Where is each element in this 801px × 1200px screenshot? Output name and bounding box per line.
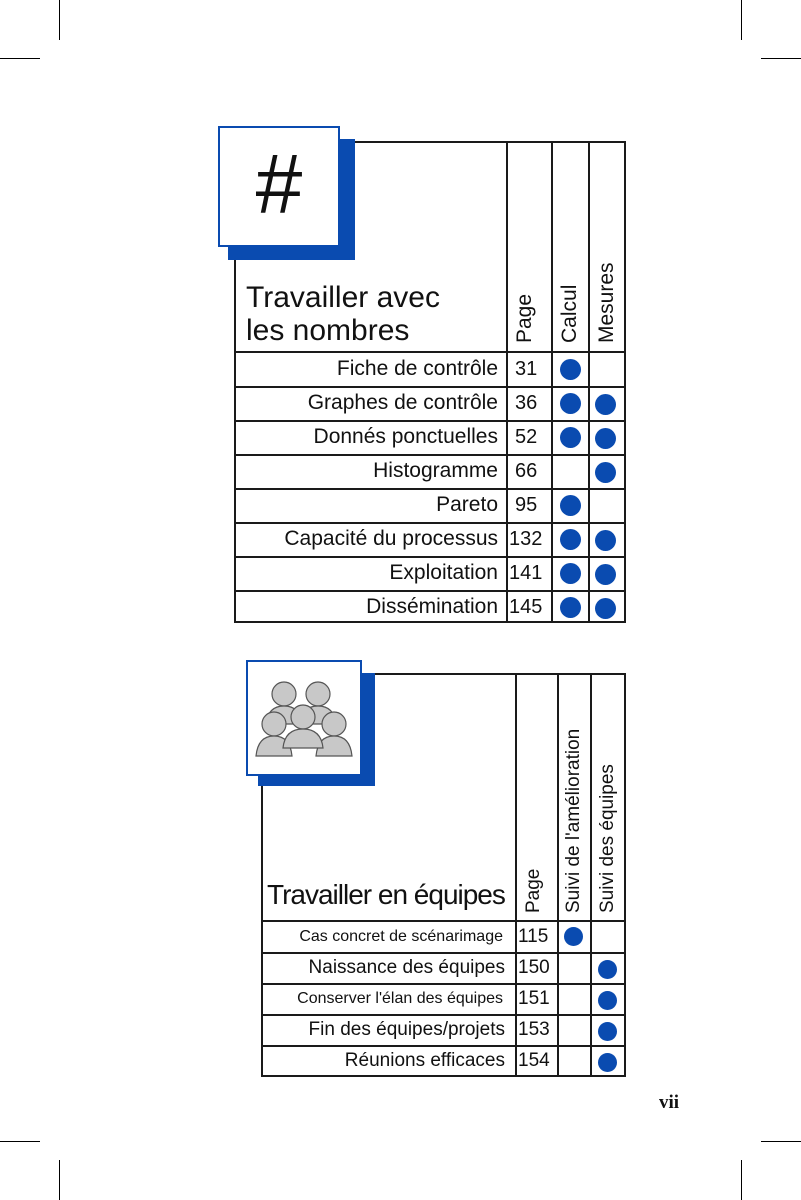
crop-mark — [0, 58, 40, 59]
column-header-calcul: Calcul — [558, 284, 581, 343]
calcul-dot — [560, 495, 581, 516]
calcul-dot — [560, 359, 581, 380]
row-label: Dissémination — [366, 595, 498, 618]
section-title-line1: Travailler avec — [246, 281, 440, 314]
mesures-dot — [595, 530, 616, 551]
row-label: Fiche de contrôle — [336, 357, 498, 380]
row-divider — [236, 590, 624, 592]
page-number: vii — [659, 1092, 680, 1113]
row-page: 150 — [518, 957, 550, 978]
row-label: Pareto — [436, 493, 498, 516]
crop-mark — [741, 0, 742, 40]
row-divider — [236, 454, 624, 456]
column-divider — [506, 143, 508, 621]
column-header-page: Page — [513, 293, 536, 343]
row-page: 154 — [518, 1050, 550, 1071]
row-page: 151 — [518, 988, 550, 1009]
column-header-mesures: Mesures — [595, 262, 618, 343]
row-divider — [263, 983, 624, 985]
section-title — [246, 281, 440, 347]
crop-mark — [761, 58, 801, 59]
row-divider — [263, 952, 624, 954]
calcul-dot — [560, 563, 581, 584]
team-people-icon — [246, 660, 362, 776]
row-page: 115 — [518, 926, 549, 947]
row-divider — [236, 522, 624, 524]
crop-mark — [59, 1160, 60, 1200]
row-divider — [263, 1014, 624, 1016]
equipes-dot — [598, 1022, 617, 1041]
mesures-dot — [595, 462, 616, 483]
crop-mark — [0, 1141, 40, 1142]
column-divider — [588, 143, 590, 621]
row-label: Histogramme — [373, 459, 498, 482]
row-label: Capacité du processus — [284, 527, 498, 550]
row-page: 145 — [509, 596, 543, 618]
mesures-dot — [595, 564, 616, 585]
row-divider — [236, 351, 624, 353]
row-page: 132 — [509, 528, 543, 550]
row-label: Conserver l'élan des équipes — [297, 990, 503, 1007]
row-divider — [263, 920, 624, 922]
calcul-dot — [560, 393, 581, 414]
row-page: 66 — [515, 460, 538, 482]
equipes-dot — [598, 960, 617, 979]
equipes-dot — [598, 991, 617, 1010]
section-title: Travailler en équipes — [267, 879, 505, 910]
mesures-dot — [595, 598, 616, 619]
row-page: 52 — [515, 426, 538, 448]
row-divider — [236, 386, 624, 388]
crop-mark — [59, 0, 60, 40]
row-label: Exploitation — [389, 561, 498, 584]
row-label: Graphes de contrôle — [307, 391, 498, 414]
row-page: 31 — [515, 358, 538, 380]
column-header-page: Page — [523, 868, 544, 913]
row-divider — [236, 488, 624, 490]
row-label: Réunions efficaces — [344, 1050, 505, 1071]
crop-mark — [761, 1141, 801, 1142]
column-header-amelioration: Suivi de l'amélioration — [563, 728, 584, 913]
row-page: 141 — [509, 562, 543, 584]
people-group-icon — [248, 662, 360, 774]
row-page: 36 — [515, 392, 538, 414]
row-label: Fin des équipes/projets — [308, 1019, 505, 1040]
hash-icon — [218, 126, 340, 247]
mesures-dot — [595, 428, 616, 449]
hash-symbol: # — [255, 137, 303, 231]
calcul-dot — [560, 529, 581, 550]
column-divider — [551, 143, 553, 621]
equipes-dot — [598, 1053, 617, 1072]
row-divider — [263, 1045, 624, 1047]
crop-mark — [741, 1160, 742, 1200]
column-header-equipes: Suivi des équipes — [597, 764, 618, 913]
calcul-dot — [560, 427, 581, 448]
row-page: 95 — [515, 494, 538, 516]
row-label: Cas concret de scénarimage — [299, 928, 503, 945]
calcul-dot — [560, 597, 581, 618]
row-label: Naissance des équipes — [308, 957, 505, 978]
row-page: 153 — [518, 1019, 550, 1040]
row-divider — [236, 556, 624, 558]
section-title-line2: les nombres — [246, 314, 410, 347]
amelioration-dot — [564, 927, 583, 946]
row-divider — [236, 420, 624, 422]
row-label: Donnés ponctuelles — [313, 425, 498, 448]
mesures-dot — [595, 394, 616, 415]
